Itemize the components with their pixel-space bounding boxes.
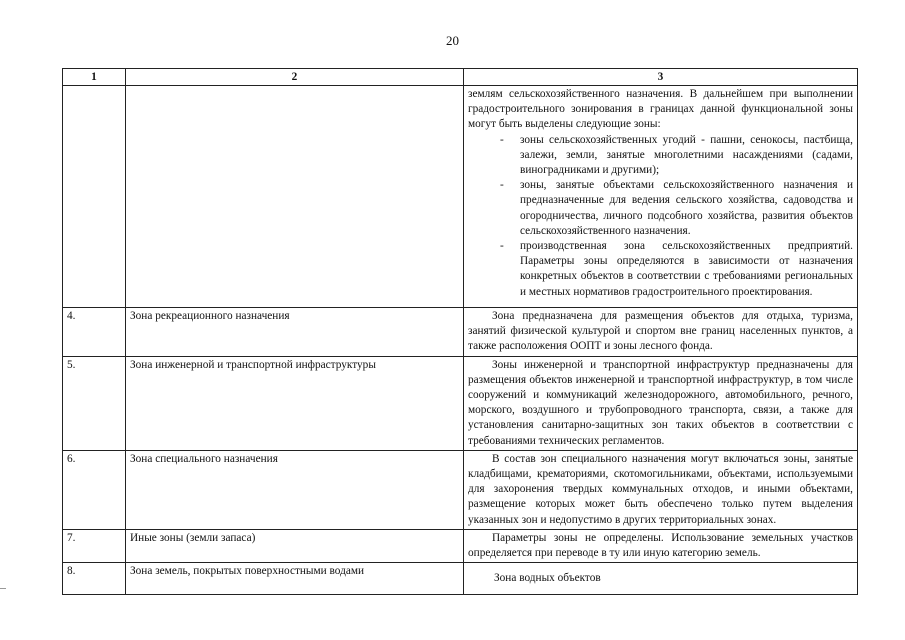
zone-name-cell [126,86,464,308]
zone-name: Зона рекреационного назначения [126,308,464,357]
list-item-text: зоны, занятые объектами сельскохозяйственного назначения и предназначенные для ведения сельского хозяйства, садоводства и огородничества, личного подсобного хозяйства, развития объектов сельскохозяйственного назначения. [520,179,853,237]
list-item [500,239,853,300]
table-row [63,450,858,529]
table-row-continuation [63,86,858,308]
zone-description: Зона предназначена для размещения объектов для отдыха, туризма, занятий физической культурой и спортом вне границ населенных пунктов, а также расположения ООПТ и зоны лесного фонда. [464,308,858,357]
dash-bullet: - [500,179,504,192]
table-header-row [63,69,858,86]
row-number: 7. [63,529,126,562]
zone-description-cell [464,86,858,308]
zone-name: Зона инженерной и транспортной инфраструктуры [126,356,464,450]
zone-description: В состав зон специального назначения могут включаться зоны, занятые кладбищами, крематориями, скотомогильниками, объектами, используемыми для захоронения твердых коммунальных отходов, и иными объектами, размещение которых может быть обеспечено только путем выделения указанных зон и недопустимо в других территориальных зонах. [464,450,858,529]
zone-description: Зона водных объектов [494,572,601,585]
zones-table [62,68,858,595]
zone-description: Параметры зоны не определены. Использование земельных участков определяется при переводе в ту или иную категорию земель. [464,529,858,562]
row-number: 6. [63,450,126,529]
zone-description-cell [464,563,858,595]
row-number-cell [63,86,126,308]
table-row [63,563,858,595]
page-number: 20 [446,33,459,48]
dash-bullet: - [500,133,504,146]
header-col-2: 2 [126,69,464,86]
list-item [500,178,853,239]
zone-name: Зона земель, покрытых поверхностными водами [126,563,464,595]
zone-list [468,133,853,300]
row-number: 5. [63,356,126,450]
list-item-text: зоны сельскохозяйственных угодий - пашни, сенокосы, пастбища, залежи, земли, занятые многолетними насаждениями (садами, виноградниками и другими); [520,133,853,177]
zone-name: Иные зоны (земли запаса) [126,529,464,562]
table-row [63,356,858,450]
table-row [63,529,858,562]
table-row [63,308,858,357]
dash-bullet: - [500,240,504,253]
row-number: 4. [63,308,126,357]
scan-edge-mark [0,588,6,589]
continuation-intro: землям сельскохозяйственного назначения. В дальнейшем при выполнении градостроительного зонирования в границах данной функциональной зоны могут быть выделены следующие зоны: [468,88,853,131]
header-col-3: 3 [464,69,858,86]
header-col-1: 1 [63,69,126,86]
zone-name: Зона специального назначения [126,450,464,529]
list-item-text: производственная зона сельскохозяйственных предприятий. Параметры зоны определяются в зависимости от назначения конкретных объектов в соответствии с требованиями региональных и местных нормативов градостроительного проектирования. [520,240,853,298]
row-number: 8. [63,563,126,595]
zone-description: Зоны инженерной и транспортной инфраструктур предназначены для размещения объектов инженерной и транспортной инфраструктур, в том числе сооружений и коммуникаций железнодорожного, автомобильного, речного, морского, воздушного и трубопроводного транспорта, связи, а также для установления санитарно-защитных зон таких объектов в соответствии с требованиями технических регламентов. [464,356,858,450]
list-item [500,133,853,179]
